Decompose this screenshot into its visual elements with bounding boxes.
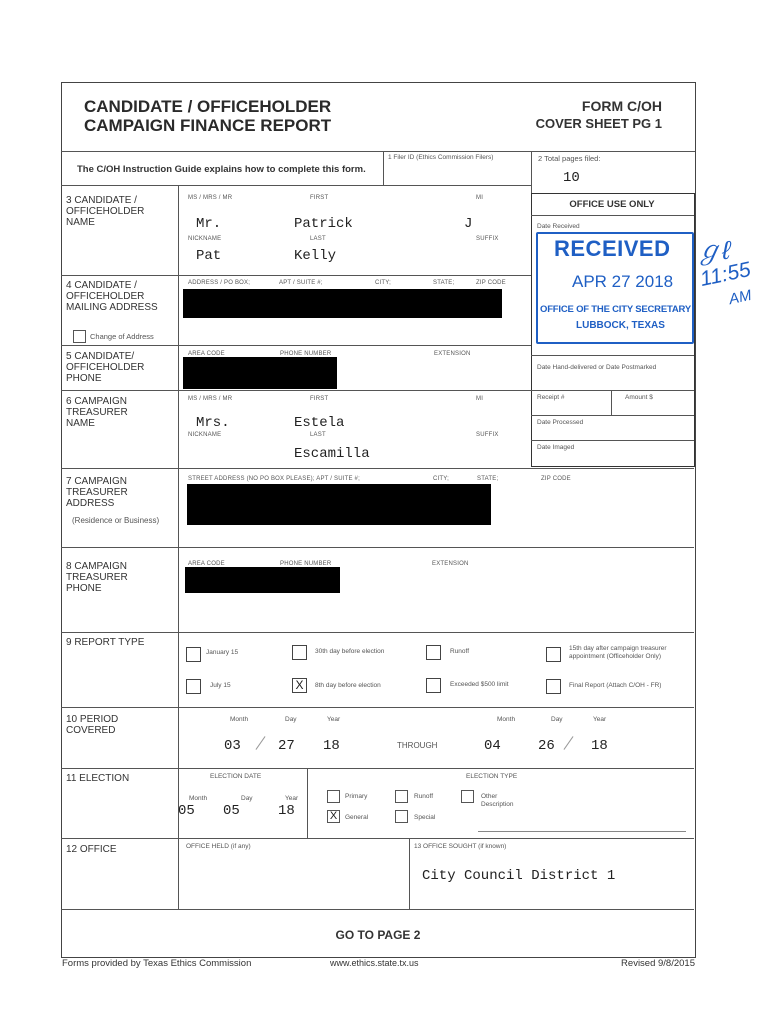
treas-nickname-label: NICKNAME bbox=[188, 432, 222, 438]
treas-prefix-value[interactable]: Mrs. bbox=[196, 415, 230, 431]
report-type-exceeded-label: Exceeded $500 limit bbox=[450, 681, 509, 688]
mail-city-label: CITY; bbox=[375, 280, 391, 286]
election-day-label: Day bbox=[241, 795, 253, 802]
cand-first-value[interactable]: Patrick bbox=[294, 216, 353, 232]
treas-ext-label: EXTENSION bbox=[432, 561, 469, 567]
election-month-label: Month bbox=[189, 795, 208, 802]
report-type-8th-day-checkbox[interactable]: X bbox=[292, 678, 307, 693]
mail-zip-label: ZIP CODE bbox=[476, 280, 506, 286]
treas-zip-label: ZIP CODE bbox=[541, 476, 571, 482]
cand-last-value[interactable]: Kelly bbox=[294, 248, 337, 264]
receipt-label: Receipt # bbox=[537, 394, 565, 401]
report-type-15th-day-label: 15th day after campaign treasurer appointment (Officeholder Only) bbox=[569, 645, 667, 660]
cand-suffix-label: SUFFIX bbox=[476, 236, 499, 242]
treas-city-label: CITY; bbox=[433, 476, 449, 482]
treas-last-value[interactable]: Escamilla bbox=[294, 446, 370, 462]
cand-ext-label: EXTENSION bbox=[434, 351, 471, 357]
candidate-phone-redaction bbox=[183, 357, 337, 389]
report-type-15th-day-checkbox[interactable] bbox=[546, 647, 561, 662]
report-type-8th-day-label: 8th day before election bbox=[315, 682, 381, 689]
mail-address-label: ADDRESS / PO BOX; bbox=[188, 280, 251, 286]
cand-phone-label: PHONE NUMBER bbox=[280, 351, 332, 357]
section-8-label: 8 CAMPAIGN TREASURER PHONE bbox=[66, 561, 128, 594]
election-general-label: General bbox=[345, 814, 369, 821]
period-to-month-label: Month bbox=[497, 716, 516, 723]
period-from-year-label: Year bbox=[327, 716, 341, 723]
report-type-january15-label: January 15 bbox=[206, 649, 239, 656]
treas-area-label: AREA CODE bbox=[188, 561, 225, 567]
period-to-day[interactable]: 26 bbox=[538, 738, 555, 754]
report-type-final-label: Final Report (Attach C/OH - FR) bbox=[569, 682, 662, 689]
office-use-title: OFFICE USE ONLY bbox=[569, 199, 655, 210]
report-type-july15-label: July 15 bbox=[210, 682, 231, 689]
period-through-label: THROUGH bbox=[397, 741, 438, 750]
footer-website: www.ethics.state.tx.us bbox=[330, 958, 419, 968]
report-type-30th-day-label: 30th day before election bbox=[315, 648, 385, 655]
election-special-checkbox[interactable] bbox=[395, 810, 408, 823]
office-sought-value[interactable]: City Council District 1 bbox=[422, 868, 616, 884]
treas-prefix-label: MS / MRS / MR bbox=[188, 396, 233, 402]
cand-nickname-label: NICKNAME bbox=[188, 236, 222, 242]
handwritten-initials: ℊℓ bbox=[696, 235, 731, 265]
election-primary-checkbox[interactable] bbox=[327, 790, 340, 803]
handwritten-ampm: AM bbox=[727, 286, 754, 309]
report-type-january15-checkbox[interactable] bbox=[186, 647, 201, 662]
cand-mi-label: MI bbox=[476, 195, 484, 201]
treas-first-label: FIRST bbox=[310, 396, 329, 402]
election-runoff-checkbox[interactable] bbox=[395, 790, 408, 803]
period-to-year-label: Year bbox=[593, 716, 607, 723]
handwritten-time: 11:55 bbox=[698, 257, 753, 292]
stamp-office-line1: OFFICE OF THE CITY SECRETARY bbox=[540, 304, 691, 315]
date-received-label: Date Received bbox=[537, 223, 580, 230]
period-from-day-label: Day bbox=[285, 716, 297, 723]
treas-state-label: STATE; bbox=[477, 476, 499, 482]
election-other-checkbox[interactable] bbox=[461, 790, 474, 803]
period-from-day[interactable]: 27 bbox=[278, 738, 295, 754]
election-general-checkbox[interactable]: X bbox=[327, 810, 340, 823]
cand-prefix-value[interactable]: Mr. bbox=[196, 216, 222, 232]
report-type-exceeded-checkbox[interactable] bbox=[426, 678, 441, 693]
period-from-month-label: Month bbox=[230, 716, 249, 723]
stamp-received: RECEIVED bbox=[554, 236, 671, 261]
election-special-label: Special bbox=[414, 814, 436, 821]
report-type-final-checkbox[interactable] bbox=[546, 679, 561, 694]
footer-revised: Revised 9/8/2015 bbox=[621, 958, 695, 969]
stamp-office-line2: LUBBOCK, TEXAS bbox=[576, 320, 665, 331]
report-type-30th-day-checkbox[interactable] bbox=[292, 645, 307, 660]
cand-area-label: AREA CODE bbox=[188, 351, 225, 357]
imaged-label: Date Imaged bbox=[537, 444, 575, 451]
report-type-july15-checkbox[interactable] bbox=[186, 679, 201, 694]
cand-mi-value[interactable]: J bbox=[464, 216, 473, 232]
form-name: FORM C/OH bbox=[581, 98, 662, 114]
filer-id-label: 1 Filer ID (Ethics Commission Filers) bbox=[388, 154, 494, 161]
election-runoff-label: Runoff bbox=[414, 793, 434, 800]
treas-first-value[interactable]: Estela bbox=[294, 415, 345, 431]
total-pages-value[interactable]: 10 bbox=[563, 170, 580, 186]
treas-suffix-label: SUFFIX bbox=[476, 432, 499, 438]
mailing-address-redaction bbox=[183, 289, 502, 318]
period-to-day-label: Day bbox=[551, 716, 563, 723]
cand-nickname-value[interactable]: Pat bbox=[196, 248, 222, 264]
election-date-label: ELECTION DATE bbox=[210, 773, 262, 780]
mail-apt-label: APT / SUITE #; bbox=[279, 280, 323, 286]
election-type-label: ELECTION TYPE bbox=[466, 773, 518, 780]
treas-street-label: STREET ADDRESS (NO PO BOX PLEASE); APT / SUITE #; bbox=[188, 476, 360, 482]
period-from-month[interactable]: 03 bbox=[224, 738, 241, 754]
cand-last-label: LAST bbox=[310, 236, 326, 242]
hand-delivered-label: Date Hand-delivered or Date Postmarked bbox=[537, 364, 657, 371]
treasurer-address-redaction bbox=[187, 484, 491, 525]
processed-label: Date Processed bbox=[537, 419, 584, 426]
report-type-runoff-checkbox[interactable] bbox=[426, 645, 441, 660]
election-year-label: Year bbox=[285, 795, 299, 802]
treas-mi-label: MI bbox=[476, 396, 484, 402]
section-9-label: 9 REPORT TYPE bbox=[66, 637, 145, 648]
total-pages-label: 2 Total pages filed: bbox=[538, 154, 601, 163]
go-to-page-2: GO TO PAGE 2 bbox=[335, 928, 421, 942]
report-type-runoff-label: Runoff bbox=[450, 648, 470, 655]
treas-last-label: LAST bbox=[310, 432, 326, 438]
cand-prefix-label: MS / MRS / MR bbox=[188, 195, 233, 201]
election-primary-label: Primary bbox=[345, 793, 368, 800]
section-11-label: 11 ELECTION bbox=[66, 773, 130, 784]
office-sought-label: 13 OFFICE SOUGHT (if known) bbox=[414, 843, 507, 850]
section-5-label: 5 CANDIDATE/ OFFICEHOLDER PHONE bbox=[66, 351, 145, 384]
election-month-value[interactable]: 05 bbox=[178, 803, 195, 819]
form-title-line1: CANDIDATE / OFFICEHOLDER bbox=[84, 97, 332, 116]
period-to-year[interactable]: 18 bbox=[591, 738, 608, 754]
change-of-address-label: Change of Address bbox=[90, 332, 154, 341]
office-held-label: OFFICE HELD (if any) bbox=[186, 843, 251, 850]
section-4-label: 4 CANDIDATE / OFFICEHOLDER MAILING ADDRESS bbox=[66, 280, 158, 313]
election-other-label: Other Description bbox=[481, 793, 514, 808]
section-7-sub: (Residence or Business) bbox=[72, 516, 160, 525]
mail-state-label: STATE; bbox=[433, 280, 455, 286]
treasurer-phone-redaction bbox=[185, 567, 340, 593]
period-from-year[interactable]: 18 bbox=[323, 738, 340, 754]
form-subtitle: COVER SHEET PG 1 bbox=[535, 116, 662, 131]
stamp-date: APR 27 2018 bbox=[572, 272, 674, 291]
received-stamp bbox=[536, 232, 694, 344]
section-10-label: 10 PERIOD COVERED bbox=[66, 714, 119, 736]
form-title-line2: CAMPAIGN FINANCE REPORT bbox=[84, 116, 332, 135]
footer-provided-by: Forms provided by Texas Ethics Commission bbox=[62, 958, 252, 969]
cand-first-label: FIRST bbox=[310, 195, 329, 201]
section-3-label: 3 CANDIDATE / OFFICEHOLDER NAME bbox=[66, 195, 145, 228]
section-12-label: 12 OFFICE bbox=[66, 844, 117, 855]
amount-label: Amount $ bbox=[625, 394, 653, 401]
section-7-label: 7 CAMPAIGN TREASURER ADDRESS bbox=[66, 476, 128, 509]
election-day-value[interactable]: 05 bbox=[223, 803, 240, 819]
election-year-value[interactable]: 18 bbox=[278, 803, 295, 819]
period-to-month[interactable]: 04 bbox=[484, 738, 501, 754]
treas-phone-label: PHONE NUMBER bbox=[280, 561, 332, 567]
change-of-address-checkbox[interactable] bbox=[73, 330, 86, 343]
section-6-label: 6 CAMPAIGN TREASURER NAME bbox=[66, 396, 128, 429]
instructions-text: The C/OH Instruction Guide explains how to complete this form. bbox=[77, 164, 366, 175]
